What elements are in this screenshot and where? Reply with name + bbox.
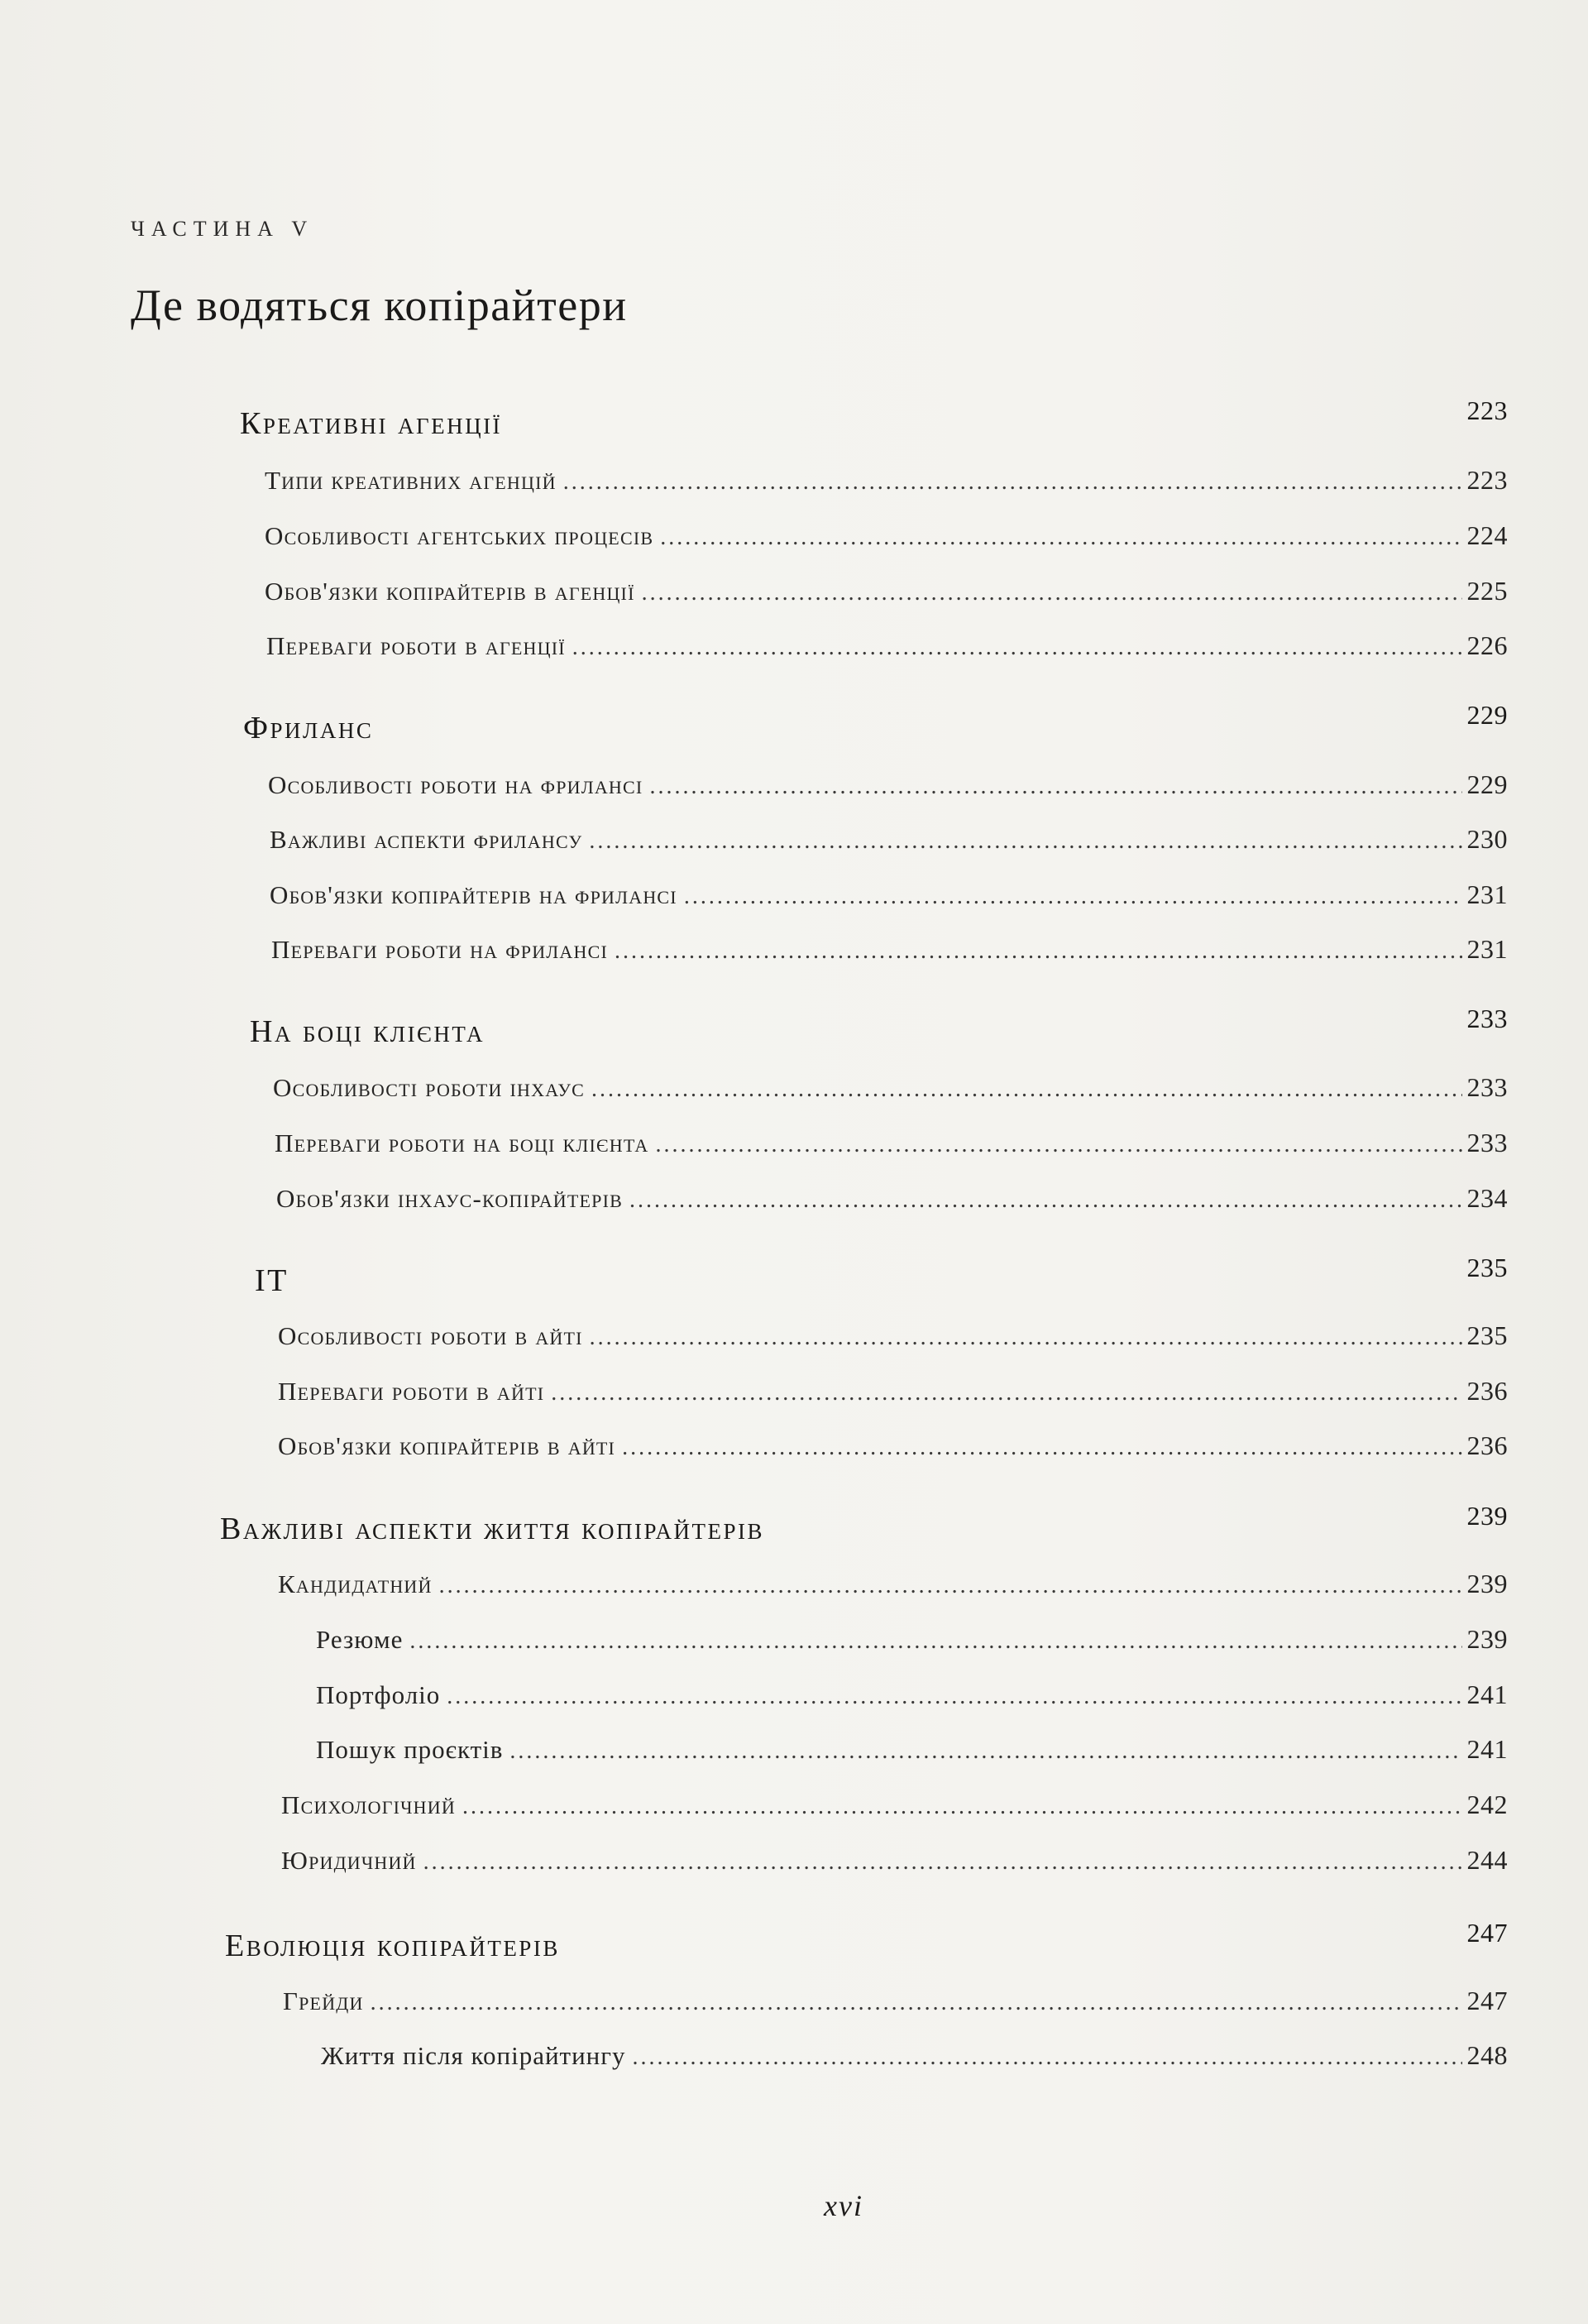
toc-entry-label: Обов'язки копірайтерів в айті (278, 1431, 616, 1460)
page-number-folio: xvi (824, 2189, 863, 2222)
toc-leader (563, 469, 1462, 496)
toc-leader (629, 1187, 1462, 1214)
toc-entry-label: Особливості роботи в айті (278, 1321, 583, 1350)
toc-leader (371, 1990, 1462, 2016)
toc-section-title: Еволюція копірайтерів (225, 1929, 560, 1963)
toc-section-title: Важливі аспекти життя копірайтерів (220, 1512, 765, 1546)
toc-leader (615, 938, 1462, 965)
toc-page-number: 235 (1466, 1253, 1508, 1282)
toc-page-number: 223 (1466, 395, 1508, 425)
toc-page-number: 233 (1466, 1004, 1508, 1033)
toc-page-number: 248 (1466, 2040, 1508, 2070)
toc-entry-label: Юридичний (281, 1846, 417, 1875)
toc-page-number: 231 (1466, 934, 1508, 964)
toc-leader (572, 635, 1462, 661)
toc-leader (632, 2044, 1461, 2071)
toc-entry (265, 576, 1508, 606)
toc-entry-label: Переваги роботи в агенції (266, 631, 566, 660)
toc-page-number: 231 (1466, 879, 1508, 909)
toc-entry-label: Психологічний (281, 1790, 456, 1819)
toc-entry (316, 1734, 1508, 1765)
toc-entry (270, 879, 1508, 910)
toc-section-client (250, 1004, 1508, 1050)
toc-section-creative (240, 395, 1508, 442)
toc-page-number: 239 (1466, 1624, 1508, 1654)
toc-leader (642, 580, 1462, 606)
toc-leader (423, 1849, 1462, 1876)
part-label: ЧАСТИНА V (131, 217, 314, 241)
toc-leader (462, 1794, 1462, 1820)
toc-page-number: 247 (1466, 1918, 1508, 1948)
toc-entry-label: Обов'язки копірайтерів на фрилансі (270, 880, 677, 909)
toc-entry-label: Особливості агентських процесів (265, 521, 654, 550)
toc-entry-label: Обов'язки копірайтерів в агенції (265, 577, 635, 606)
toc-page-number: 239 (1466, 1501, 1508, 1531)
toc-section-title: Креативні агенції (240, 406, 503, 441)
toc-entry (281, 1845, 1508, 1876)
toc-leader (656, 1132, 1462, 1158)
toc-page-number: 233 (1466, 1128, 1508, 1157)
toc-entry (281, 1790, 1508, 1820)
toc-leader (590, 1325, 1462, 1351)
toc-section-evolution (225, 1918, 1508, 1964)
toc-leader (589, 828, 1461, 855)
toc-leader (649, 774, 1461, 800)
toc-section-aspects (220, 1501, 1508, 1547)
toc-leader (409, 1628, 1461, 1655)
toc-entry (278, 1430, 1508, 1461)
toc-entry (268, 769, 1508, 800)
toc-entry-label: Особливості роботи на фрилансі (268, 770, 643, 799)
toc-entry (316, 1680, 1508, 1710)
toc-entry (276, 1183, 1508, 1214)
toc-entry (278, 1376, 1508, 1406)
toc-page-number: 241 (1466, 1680, 1508, 1709)
toc-entry-label: Грейди (283, 1986, 364, 2015)
toc-page-number: 239 (1466, 1569, 1508, 1598)
toc-entry-label: Особливості роботи інхаус (273, 1073, 586, 1102)
toc-entry-label: Резюме (316, 1625, 404, 1654)
toc-page-number: 226 (1466, 630, 1508, 660)
toc-entry-label: Обов'язки інхаус-копірайтерів (276, 1184, 623, 1213)
toc-page-number: 247 (1466, 1986, 1508, 2015)
toc-page-number: 236 (1466, 1376, 1508, 1406)
toc-entry-label: Переваги роботи в айті (278, 1377, 545, 1406)
toc-entry (265, 520, 1508, 551)
toc-entry-label: Портфоліо (316, 1680, 441, 1709)
toc-page-number: 234 (1466, 1183, 1508, 1213)
toc-entry-label: Типи креативних агенцій (265, 466, 557, 495)
toc-page-number: 241 (1466, 1734, 1508, 1764)
toc-entry-label: Переваги роботи на боці клієнта (275, 1128, 649, 1157)
toc-entry (316, 1624, 1508, 1655)
toc-entry (278, 1569, 1508, 1599)
toc-page-number: 233 (1466, 1072, 1508, 1102)
toc-page-number: 225 (1466, 576, 1508, 606)
toc-page-number: 236 (1466, 1430, 1508, 1460)
toc-entry (321, 2040, 1508, 2071)
toc-section-title: Фриланс (243, 711, 374, 745)
toc-leader (447, 1684, 1461, 1710)
toc-page-number: 244 (1466, 1845, 1508, 1875)
toc-entry (273, 1072, 1508, 1103)
toc-page-number: 224 (1466, 520, 1508, 550)
toc-entry-label: Пошук проєктів (316, 1735, 504, 1764)
toc-leader (591, 1076, 1461, 1103)
toc-entry-label: Переваги роботи на фрилансі (271, 935, 608, 964)
toc-section-title: IT (255, 1263, 289, 1298)
toc-page-number: 229 (1466, 769, 1508, 799)
toc-leader (684, 884, 1462, 910)
toc-entry (271, 934, 1508, 965)
toc-entry-label: Життя після копірайтингу (321, 2041, 626, 2070)
toc-entry (275, 1128, 1508, 1158)
toc-page-number: 242 (1466, 1790, 1508, 1819)
toc-entry-label: Кандидатний (278, 1569, 433, 1598)
toc-page-number: 235 (1466, 1320, 1508, 1350)
toc-entry (283, 1986, 1508, 2016)
toc-page-number: 230 (1466, 824, 1508, 854)
toc-page-number: 223 (1466, 465, 1508, 495)
toc-leader (551, 1380, 1461, 1406)
toc-section-it (255, 1253, 1508, 1299)
toc-entry (270, 824, 1508, 855)
toc-leader (660, 525, 1461, 551)
toc-entry (266, 630, 1508, 661)
part-title: Де водяться копірайтери (131, 280, 628, 330)
toc-section-title: На боці клієнта (250, 1014, 485, 1049)
toc-leader (622, 1435, 1461, 1461)
toc-section-freelance (243, 700, 1508, 746)
toc-leader (509, 1738, 1461, 1765)
toc-entry-label: Важливі аспекти фрилансу (270, 825, 583, 854)
toc-leader (439, 1573, 1462, 1599)
toc-entry (265, 465, 1508, 496)
toc-page-number: 229 (1466, 700, 1508, 730)
toc-entry (278, 1320, 1508, 1351)
